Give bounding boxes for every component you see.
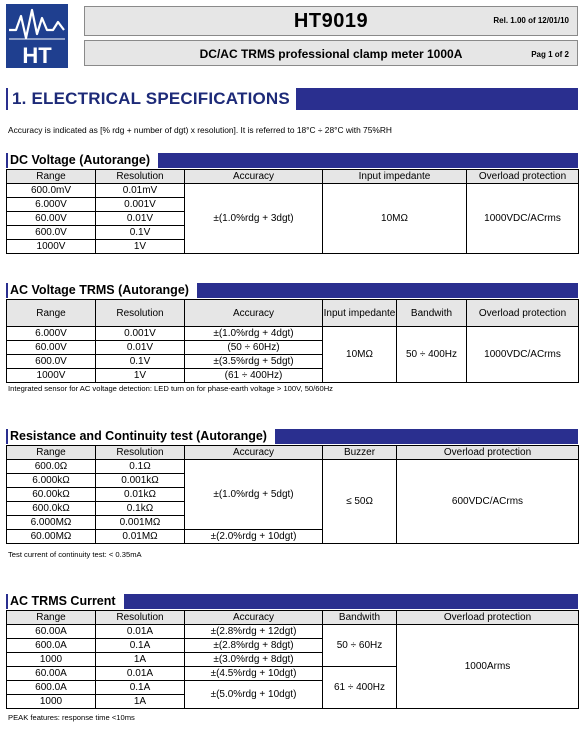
- col-header-resolution: Resolution: [96, 170, 185, 184]
- range-cell: 600.0A: [7, 681, 96, 695]
- col-header-accuracy: Accuracy: [185, 446, 323, 460]
- table-header-row: [7, 170, 579, 184]
- release-info: Rel. 1.00 of 12/01/10: [493, 16, 569, 25]
- col-header-overload: Overload protection: [397, 611, 579, 625]
- impedance-cell: 10MΩ: [323, 327, 397, 383]
- col-header-impedance: Input impedante: [323, 300, 397, 327]
- resolution-cell: 0.01A: [96, 667, 185, 681]
- ac-current-note: PEAK features: response time <10ms: [8, 713, 135, 722]
- bandwidth-cell: 61 ÷ 400Hz: [323, 667, 397, 709]
- col-header-bandwidth: Bandwith: [323, 611, 397, 625]
- range-cell: 60.00kΩ: [7, 488, 96, 502]
- accuracy-cell: ±(1.0%rdg + 4dgt): [185, 327, 323, 341]
- overload-cell: 600VDC/ACrms: [397, 460, 579, 544]
- col-header-accuracy: Accuracy: [185, 300, 323, 327]
- ac-voltage-note: Integrated sensor for AC voltage detection: LED turn on for phase-earth voltage > 100V, 50/60Hz: [8, 384, 333, 393]
- subtitle-bar: [84, 40, 578, 66]
- resistance-table: [6, 445, 579, 544]
- document-subtitle: DC/AC TRMS professional clamp meter 1000A: [199, 47, 463, 61]
- resolution-cell: 0.1V: [96, 355, 185, 369]
- resolution-cell: 1A: [96, 695, 185, 709]
- model-name: HT9019: [293, 10, 369, 32]
- col-header-range: Range: [7, 611, 96, 625]
- range-cell: 6.000MΩ: [7, 516, 96, 530]
- range-cell: 1000: [7, 695, 96, 709]
- resolution-cell: 0.01V: [96, 341, 185, 355]
- range-cell: 60.00V: [7, 341, 96, 355]
- range-cell: 1000V: [7, 240, 96, 254]
- col-header-resolution: Resolution: [96, 611, 185, 625]
- resolution-cell: 0.1Ω: [96, 460, 185, 474]
- col-header-impedance: Input impedante: [323, 170, 467, 184]
- range-cell: 600.0V: [7, 226, 96, 240]
- resolution-cell: 1V: [96, 369, 185, 383]
- resolution-cell: 0.001V: [96, 327, 185, 341]
- table-header-row: [7, 300, 579, 327]
- resistance-heading-band: [6, 429, 578, 444]
- range-cell: 600.0kΩ: [7, 502, 96, 516]
- resolution-cell: 0.1V: [96, 226, 185, 240]
- range-cell: 6.000V: [7, 327, 96, 341]
- resistance-title: Resistance and Continuity test (Autorange): [8, 429, 275, 444]
- dc-voltage-table: [6, 169, 579, 254]
- overload-cell: 1000VDC/ACrms: [467, 184, 579, 254]
- ac-voltage-title: AC Voltage TRMS (Autorange): [8, 283, 197, 298]
- col-header-overload: Overload protection: [467, 300, 579, 327]
- title-bar: [84, 6, 578, 36]
- ac-current-title: AC TRMS Current: [8, 594, 124, 609]
- range-cell: 600.0A: [7, 639, 96, 653]
- col-header-resolution: Resolution: [96, 300, 185, 327]
- table-header-row: [7, 611, 579, 625]
- col-header-bandwidth: Bandwith: [397, 300, 467, 327]
- table-row: [7, 460, 579, 474]
- resolution-cell: 0.01A: [96, 625, 185, 639]
- ac-voltage-table: [6, 299, 579, 383]
- table-row: [7, 184, 579, 198]
- accuracy-cell: ±(2.0%rdg + 10dgt): [185, 530, 323, 544]
- accuracy-cell: ±(5.0%rdg + 10dgt): [185, 681, 323, 709]
- accuracy-cell: ±(2.8%rdg + 12dgt): [185, 625, 323, 639]
- bandwidth-cell: 50 ÷ 400Hz: [397, 327, 467, 383]
- resolution-cell: 0.1kΩ: [96, 502, 185, 516]
- resolution-cell: 0.01MΩ: [96, 530, 185, 544]
- col-header-range: Range: [7, 446, 96, 460]
- col-header-overload: Overload protection: [397, 446, 579, 460]
- accuracy-cell: (50 ÷ 60Hz): [185, 341, 323, 355]
- col-header-range: Range: [7, 170, 96, 184]
- ac-current-heading-band: [6, 594, 578, 609]
- lightning-wave-icon: [6, 4, 68, 68]
- range-cell: 6.000V: [7, 198, 96, 212]
- resolution-cell: 1V: [96, 240, 185, 254]
- resolution-cell: 0.01V: [96, 212, 185, 226]
- col-header-overload: Overload protection: [467, 170, 579, 184]
- range-cell: 600.0Ω: [7, 460, 96, 474]
- col-header-accuracy: Accuracy: [185, 611, 323, 625]
- dc-voltage-heading-band: [6, 153, 578, 168]
- range-cell: 600.0V: [7, 355, 96, 369]
- resistance-note: Test current of continuity test: < 0.35mA: [8, 550, 142, 559]
- resolution-cell: 0.01kΩ: [96, 488, 185, 502]
- range-cell: 60.00A: [7, 667, 96, 681]
- ac-current-table: [6, 610, 579, 709]
- table-row: [7, 327, 579, 341]
- range-cell: 60.00A: [7, 625, 96, 639]
- table-row: [7, 625, 579, 639]
- range-cell: 60.00V: [7, 212, 96, 226]
- main-heading-band: [6, 88, 578, 110]
- range-cell: 6.000kΩ: [7, 474, 96, 488]
- ht-logo: [6, 4, 68, 68]
- page-indicator: Pag 1 of 2: [531, 50, 569, 59]
- accuracy-cell: ±(4.5%rdg + 10dgt): [185, 667, 323, 681]
- main-heading: 1. ELECTRICAL SPECIFICATIONS: [8, 88, 296, 110]
- range-cell: 1000V: [7, 369, 96, 383]
- bandwidth-cell: 50 ÷ 60Hz: [323, 625, 397, 667]
- accuracy-cell: ±(2.8%rdg + 8dgt): [185, 639, 323, 653]
- ac-voltage-heading-band: [6, 283, 578, 298]
- range-cell: 1000: [7, 653, 96, 667]
- resolution-cell: 0.01mV: [96, 184, 185, 198]
- accuracy-cell: ±(1.0%rdg + 5dgt): [185, 460, 323, 530]
- range-cell: 600.0mV: [7, 184, 96, 198]
- resolution-cell: 0.001MΩ: [96, 516, 185, 530]
- dc-voltage-title: DC Voltage (Autorange): [8, 153, 158, 168]
- impedance-cell: 10MΩ: [323, 184, 467, 254]
- accuracy-intro: Accuracy is indicated as [% rdg + number of dgt) x resolution]. It is referred to 18°C ÷ 28°C with 75%RH: [8, 125, 392, 135]
- table-header-row: [7, 446, 579, 460]
- accuracy-cell: ±(3.0%rdg + 8dgt): [185, 653, 323, 667]
- col-header-range: Range: [7, 300, 96, 327]
- resolution-cell: 0.1A: [96, 681, 185, 695]
- range-cell: 60.00MΩ: [7, 530, 96, 544]
- resolution-cell: 1A: [96, 653, 185, 667]
- overload-cell: 1000Arms: [397, 625, 579, 709]
- resolution-cell: 0.1A: [96, 639, 185, 653]
- resolution-cell: 0.001kΩ: [96, 474, 185, 488]
- accuracy-cell: ±(1.0%rdg + 3dgt): [185, 184, 323, 254]
- buzzer-cell: ≤ 50Ω: [323, 460, 397, 544]
- overload-cell: 1000VDC/ACrms: [467, 327, 579, 383]
- accuracy-cell: ±(3.5%rdg + 5dgt): [185, 355, 323, 369]
- resolution-cell: 0.001V: [96, 198, 185, 212]
- col-header-accuracy: Accuracy: [185, 170, 323, 184]
- logo-text: HT: [22, 43, 52, 68]
- col-header-resolution: Resolution: [96, 446, 185, 460]
- col-header-buzzer: Buzzer: [323, 446, 397, 460]
- accuracy-cell: (61 ÷ 400Hz): [185, 369, 323, 383]
